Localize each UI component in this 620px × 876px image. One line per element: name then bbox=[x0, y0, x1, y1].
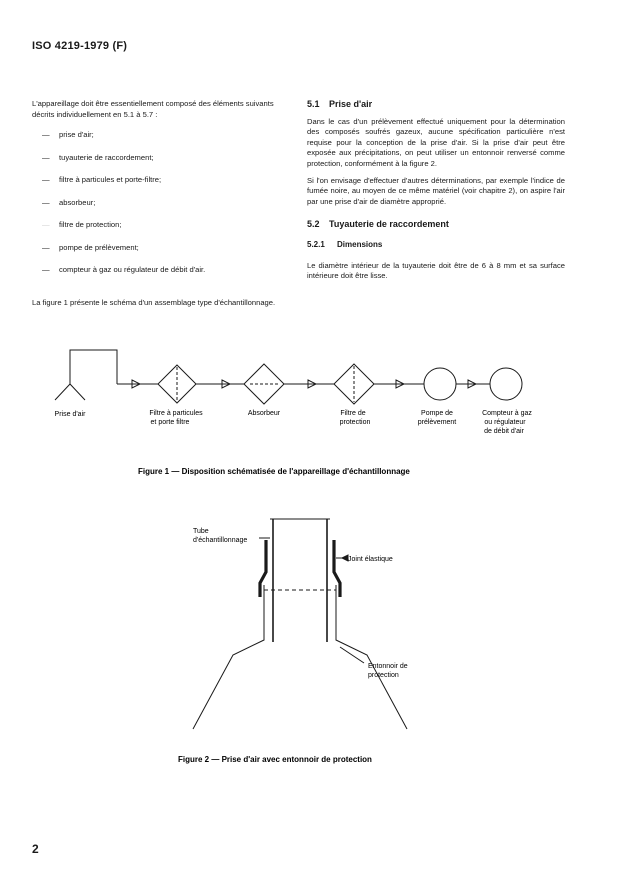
label-filter-line1: Filtre à particules bbox=[149, 410, 203, 417]
intro-paragraph: L'appareillage doit être essentiellement composé des éléments suivants décrits individuellement en 5.1 à 5.7 : bbox=[32, 99, 274, 119]
section-number: 5.1 bbox=[307, 99, 320, 109]
intake-pipe bbox=[70, 350, 117, 384]
paragraph: Si l'on envisage d'effectuer d'autres déterminations, par exemple l'indice de fumée noire, au moyen de ce même matériel (voir chapitre 2), on aspire l'air par une prise d'air de diamètre approprié. bbox=[307, 175, 565, 206]
section-heading bbox=[307, 99, 565, 110]
subsection-heading bbox=[307, 240, 565, 251]
figure2-caption: Figure 2 — Prise d'air avec entonnoir de protection bbox=[178, 755, 372, 764]
list-dash: — bbox=[42, 130, 50, 140]
label-meter-line3: de débit d'air bbox=[484, 428, 524, 435]
label-meter-line2: ou régulateur bbox=[484, 419, 526, 426]
joint-left bbox=[260, 540, 266, 597]
paragraph: Le diamètre intérieur de la tuyauterie doit être de 6 à 8 mm et sa surface intérieure doit être lisse. bbox=[307, 260, 565, 281]
list-item-text: prise d'air; bbox=[59, 130, 94, 140]
list-item bbox=[32, 243, 280, 266]
list-item-text: filtre de protection; bbox=[59, 220, 122, 230]
paragraph: Dans le cas d'un prélèvement effectué uniquement pour la détermination des composés soufrés gazeux, aucune spécification particulière n'est requise pour la conception de la prise d'air. Si la prise d'air peut être exposée aux précipitations, on peut utiliser un entonnoir renversé comme protection, conformément à la figure 2. bbox=[307, 116, 565, 168]
label-pump-line1: Pompe de bbox=[421, 410, 453, 417]
meter-symbol bbox=[490, 368, 522, 400]
joint-right bbox=[334, 540, 340, 597]
list-item bbox=[32, 220, 280, 243]
component-list bbox=[32, 130, 280, 288]
list-item bbox=[32, 175, 280, 198]
label-funnel-line2: protection bbox=[368, 672, 399, 679]
label-protection-line2: protection bbox=[339, 419, 371, 426]
pump-symbol bbox=[424, 368, 456, 400]
list-item-text: tuyauterie de raccordement; bbox=[59, 152, 154, 162]
funnel-left bbox=[193, 585, 264, 729]
label-funnel-line1: Entonnoir de bbox=[368, 663, 408, 670]
figure1-caption: Figure 1 — Disposition schématisée de l'appareillage d'échantillonnage bbox=[138, 467, 410, 476]
funnel-right bbox=[336, 585, 407, 729]
list-item-text: filtre à particules et porte-filtre; bbox=[59, 175, 162, 185]
closing-paragraph: La figure 1 présente le schéma d'un assemblage type d'échantillonnage. bbox=[32, 297, 276, 307]
page-number: 2 bbox=[32, 842, 39, 856]
subsection-title: Dimensions bbox=[337, 239, 383, 249]
list-item-text: pompe de prélèvement; bbox=[59, 242, 139, 252]
label-meter-line1: Compteur à gaz bbox=[482, 410, 532, 417]
label-protection-line1: Filtre de bbox=[340, 410, 366, 417]
left-column bbox=[32, 99, 280, 314]
list-dash: — bbox=[42, 242, 50, 252]
label-tube-line2: d'échantillonnage bbox=[193, 537, 248, 544]
leader-funnel bbox=[340, 647, 364, 663]
list-item-text: compteur à gaz ou régulateur de débit d'air. bbox=[59, 265, 206, 275]
list-item bbox=[32, 130, 280, 153]
section-number: 5.2 bbox=[307, 219, 320, 230]
figure2-diagram bbox=[0, 500, 620, 780]
label-intake: Prise d'air bbox=[54, 411, 86, 418]
label-joint: Joint élastique bbox=[348, 556, 393, 563]
section-heading bbox=[307, 219, 565, 230]
list-dash: — bbox=[42, 220, 50, 230]
right-column bbox=[307, 99, 565, 288]
list-dash: — bbox=[42, 175, 50, 185]
label-absorber: Absorbeur bbox=[247, 410, 281, 417]
section-title: Prise d'air bbox=[329, 99, 373, 109]
list-item-text: absorbeur; bbox=[59, 197, 96, 207]
subsection-number: 5.2.1 bbox=[307, 239, 325, 249]
list-item bbox=[32, 265, 280, 288]
label-tube-line1: Tube bbox=[193, 528, 209, 535]
intake-mouth bbox=[55, 384, 85, 400]
label-filter-line2: et porte filtre bbox=[150, 419, 190, 426]
section-title: Tuyauterie de raccordement bbox=[329, 219, 449, 230]
list-dash: — bbox=[42, 265, 50, 275]
list-dash: — bbox=[42, 152, 50, 162]
list-item bbox=[32, 153, 280, 176]
label-pump-line2: prélèvement bbox=[417, 419, 457, 426]
document-id: ISO 4219-1979 (F) bbox=[32, 40, 128, 52]
list-item bbox=[32, 198, 280, 221]
figure1-diagram bbox=[0, 340, 620, 490]
list-dash: — bbox=[42, 197, 50, 207]
